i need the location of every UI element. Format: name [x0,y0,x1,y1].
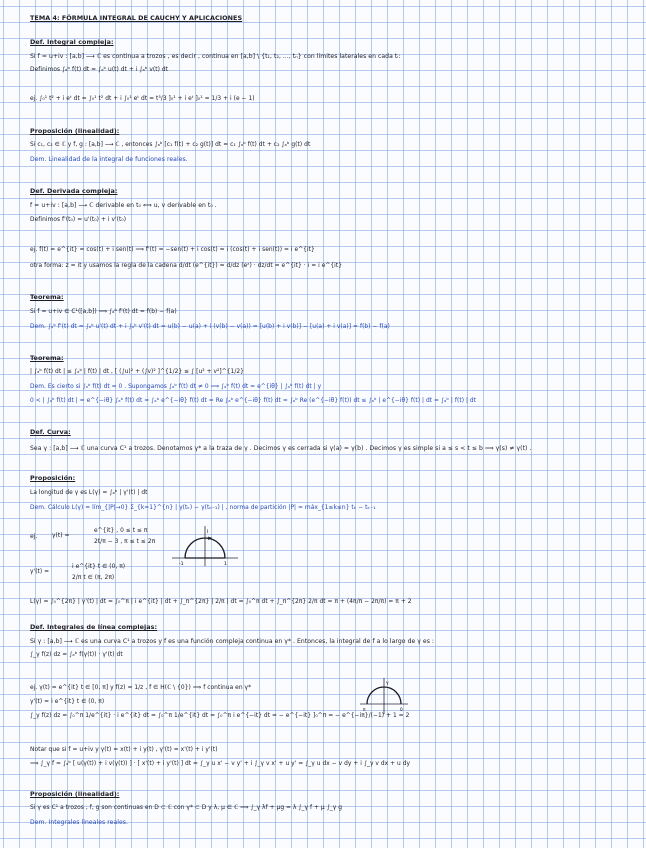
length-dgamma-case1: i e^{it} t ∈ (0, π) [72,564,126,570]
integral-example: ej. ∫₀¹ t² + i eᵗ dt = ∫₀¹ t² dt + i ∫₀¹ eᵗ dt = t³/3 ]₀¹ + i eᵗ ]₀¹ = 1/3 + i (e − 1) [30,96,255,102]
derivative-line2: Definimos f'(t₀) = u'(t₀) + i v'(t₀) [30,217,127,223]
integral-definimos-line: Definimos ∫ₐᵇ f(t) dt = ∫ₐᵇ u(t) dt + i ∫ₐᵇ v(t) dt [30,67,169,73]
lineint-example-line3: ∫_γ f(z) dz = ∫₀^π 1/e^{it} · i e^{it} dt = ∫₀^π 1/e^{it} dt = ∫₀^π i e^{−it} dt = − e^{−it} ]₀^π = − e^{−iπ}/(−1) + 1 = 2 [30,713,410,719]
linearity1-statement: Si c₁, c₂ ∈ ℂ y f, g : [a,b] ⟶ ℂ , entonces ∫ₐᵇ [c₁ f(t) + c₂ g(t)] dt = c₁ ∫ₐᵇ f(t) dt + c₂ ∫ₐᵇ g(t) dt [30,142,311,148]
length-statement: La longitud de γ es L(γ) = ∫ₐᵇ | γ'(t) | dt [30,490,148,496]
figure1-label-one: 1 [224,562,227,567]
theorem2-heading: Teorema: [30,354,64,362]
curve-definition: Sea γ : [a,b] ⟶ ℂ una curva C¹ a trozos. Denotamos γ* a la traza de γ . Decimos γ es cerrada si γ(a) = γ(b) . Decimos γ es simple si a ≤ s < t ≤ b ⟹ γ(s) ≠ γ(t) . [30,445,532,452]
integral-heading: Def. Integral compleja: [30,38,114,46]
derivative-heading: Def. Derivada compleja: [30,187,118,195]
theorem1-statement: Si f = u+iv ∈ C¹([a,b]) ⟹ ∫ₐᵇ f'(t) dt = f(b) − f(a) [30,309,177,315]
semicircle-figure-2 [358,676,410,718]
figure2-label-pi: π [363,707,366,712]
theorem1-heading: Teorema: [30,293,64,301]
length-example-label: ej. [30,533,38,540]
lineint-definition: Si γ : [a,b] ⟶ ℂ es una curva C¹ a trozos y f es una función compleja continua en γ* . Entonces, la integral de f a lo largo de γ es : [30,638,435,645]
lineint-note-line1: Notar que si f = u+iv y γ(t) = x(t) + i y(t) , γ'(t) = x'(t) + i y'(t) [30,747,218,753]
lineint-note-line2: ⟹ ∫_γ f = ∫ₐᵇ [ u(γ(t)) + i v(γ(t)) ] · [ x'(t) + i y'(t) ] dt = ∫_γ u x' − v y' + i ∫_γ v x' + u y' = ∫_γ u dx − v dy + i ∫_γ v dx + u dy [30,761,411,767]
length-heading: Proposición: [30,474,76,482]
figure1-label-i: i [207,529,209,535]
length-proof: Dem. Cálculo L(γ) = lím_{|P|→0} Σ_{k=1}^{n} | γ(tₖ) − γ(tₖ₋₁) | , norma de partición |P| = máx_{1≤k≤n} tₖ − tₖ₋₁ [30,505,376,511]
linearity1-proof: Dem. Linealidad de la integral de funciones reales. [30,156,188,163]
theorem1-proof: Dem. ∫ₐᵇ f'(t) dt = ∫ₐᵇ u'(t) dt + i ∫ₐᵇ v'(t) dt = u(b) − u(a) + i (v(b) − v(a)) = [u(b) + i v(b)] − [u(a) + i v(a)] = f(b) − f(a) [30,324,390,330]
linearity2-heading: Proposición (linealidad): [30,790,120,798]
figure2-label-zero: 0 [400,707,403,712]
lineint-formula: ∫_γ f(z) dz = ∫ₐᵇ f(γ(t)) · γ'(t) dt [30,652,123,658]
lineint-example-line1: ej. γ(t) = e^{it} t ∈ [0, π] y f(z) = 1/z , f ∈ H(ℂ \ {0}) ⟹ f continua en γ* [30,685,252,691]
page-title: TEMA 4: FÓRMULA INTEGRAL DE CAUCHY Y APLICACIONES [30,14,243,22]
length-gamma-case1: e^{it} , 0 ≤ t ≤ π [94,528,148,534]
derivative-alt-form: otra forma: z = it y usamos la regla de la cadena d/dt (e^{it}) = d/dz (eᶻ) · dz/dt = e^{it} · i = i e^{it} [30,263,343,269]
theorem2-proof-line1: Dem. Es cierto si ∫ₐᵇ f(t) dt = 0 . Supongamos ∫ₐᵇ f(t) dt ≠ 0 ⟹ ∫ₐᵇ f(t) dt = e^{iθ} | ∫ₐᵇ f(t) dt | y [30,384,322,390]
length-dgamma-case2: 2/π t ∈ (π, 2π) [72,575,115,581]
lineint-example-line2: γ'(t) = i e^{it} t ∈ (0, π) [30,699,105,705]
length-gamma-case2: 2t/π − 3 , π ≤ t ≤ 2π [94,539,156,545]
semicircle-path-figure [168,522,240,570]
linearity2-statement: Si γ es C¹ a trozos , f, g son continuas en D ⊂ ℂ con γ* ⊂ D y λ, μ ∈ ℂ ⟹ ∫_γ λf + μg = λ ∫_γ f + μ ∫_γ g [30,805,343,811]
figure1-label-minus-one: -1 [179,562,184,567]
lineint-heading: Def. Integrales de línea complejas: [30,623,158,631]
integral-definition-line: Si f = u+iv : [a,b] ⟶ ℂ es continua a trozos , es decir , continua en [a,b] \ {t₁, t₂, ..., tₙ} con límites laterales en cada tᵢ: [30,53,401,60]
linearity1-heading: Proposición (linealidad): [30,127,120,135]
figure2-label-gamma: γ [386,681,389,686]
length-gamma-def: γ(t) = [52,533,70,539]
curve-heading: Def. Curva: [30,428,71,436]
theorem2-statement: | ∫ₐᵇ f(t) dt | ≤ ∫ₐᵇ | f(t) | dt , [ (∫u)² + (∫v)² ]^{1/2} ≤ ∫ [u² + v²]^{1/2} [30,369,244,375]
derivative-example: ej. f(t) = e^{it} = cos(t) + i sen(t) ⟹ f'(t) = −sen(t) + i cos(t) = i (cos(t) + i sen(t)) = i e^{it} [30,247,315,253]
theorem2-proof-line2: 0 < | ∫ₐᵇ f(t) dt | = e^{−iθ} ∫ₐᵇ f(t) dt = ∫ₐᵇ e^{−iθ} f(t) dt = Re ∫ₐᵇ e^{−iθ} f(t) dt = ∫ₐᵇ Re (e^{−iθ} f(t)) dt ≤ ∫ₐᵇ | e^{−iθ} f(t) | dt = ∫ₐᵇ | f(t) | dt [30,398,477,404]
length-result: L(γ) = ∫₀^{2π} | γ'(t) | dt = ∫₀^π | i e^{it} | dt + ∫_π^{2π} | 2/π | dt = ∫₀^π dt + ∫_π^{2π} 2/π dt = π + (4π/π − 2π/π) = π + 2 [30,599,412,605]
length-dgamma-def: γ'(t) = [30,569,50,575]
linearity2-proof: Dem. Integrales lineales reales. [30,819,129,826]
derivative-line1: f = u+iv : [a,b] ⟶ ℂ derivable en t₀ ⟺ u, v derivable en t₀ . [30,202,217,209]
